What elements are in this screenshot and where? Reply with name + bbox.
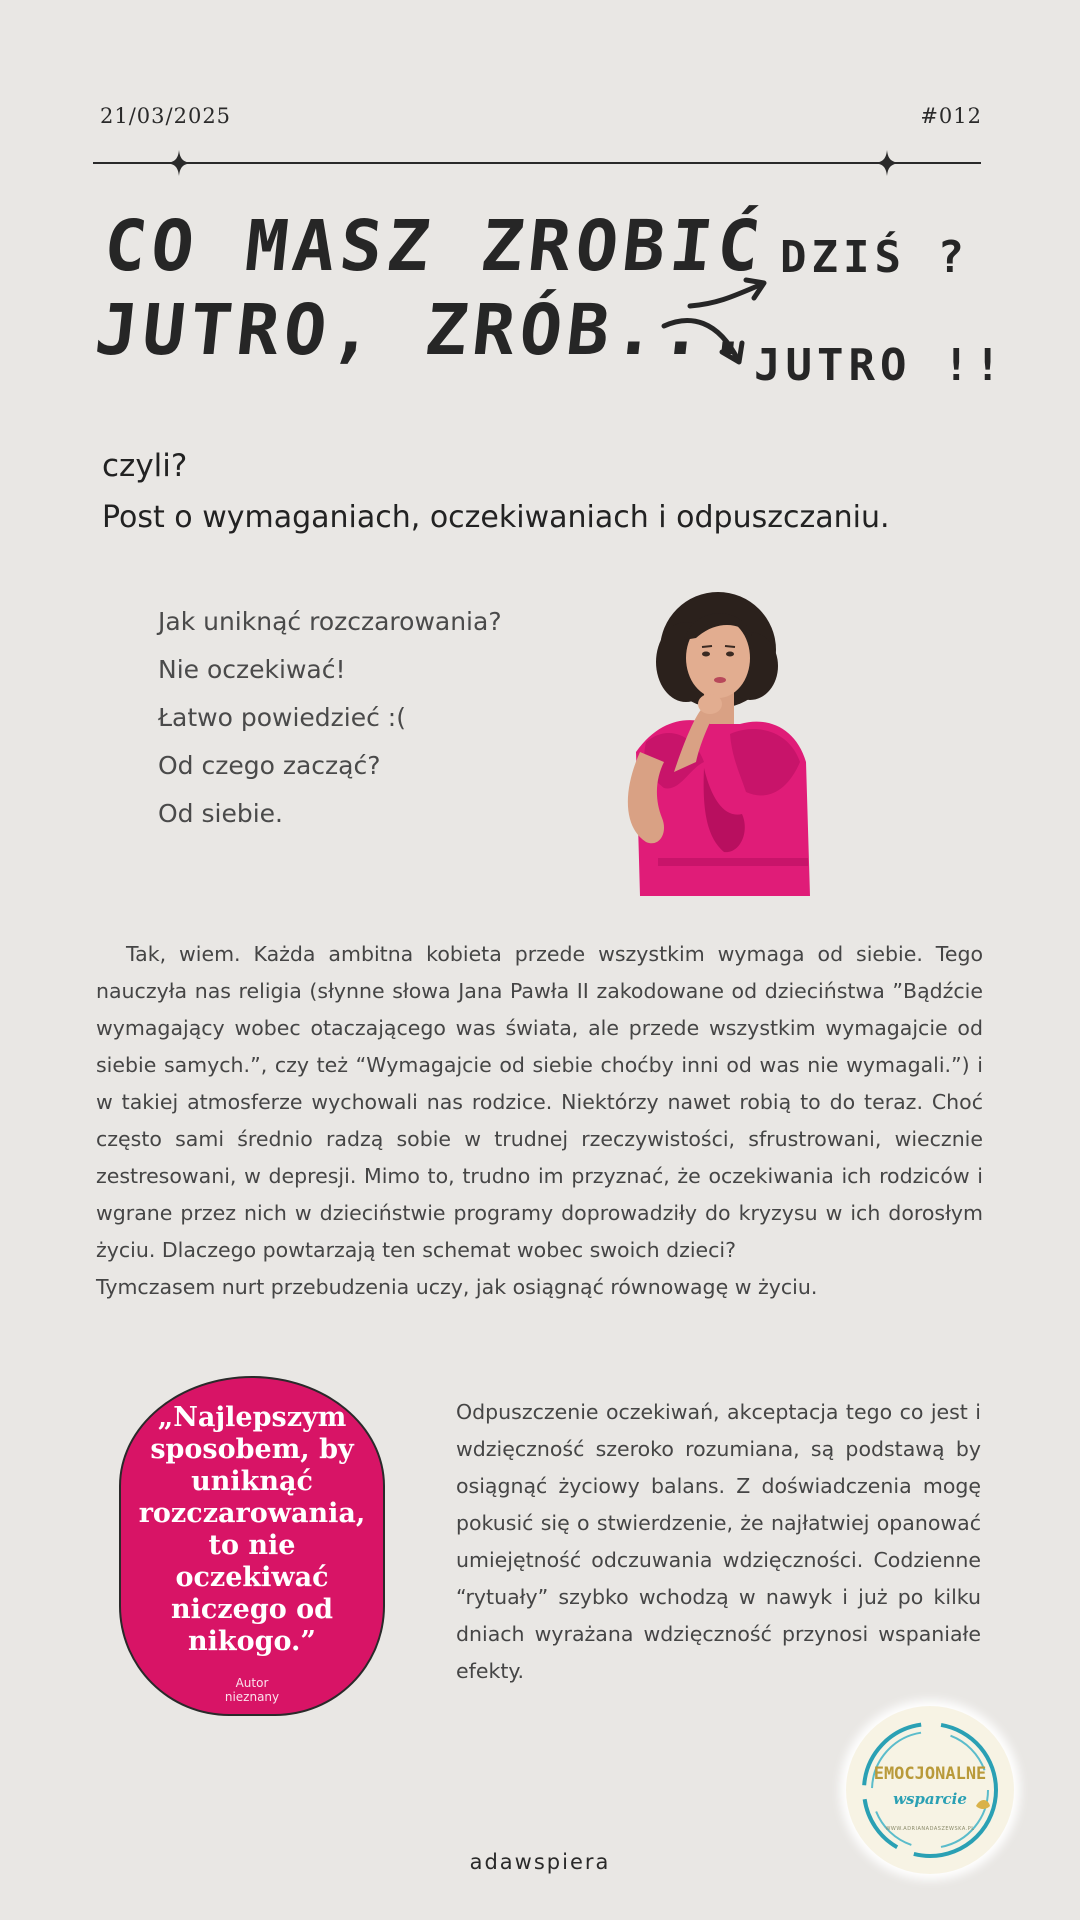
headline-line-2: JUTRO, ZRÓB... <box>91 289 760 371</box>
subtitle-question: czyli? <box>102 448 188 484</box>
quote-author <box>121 1676 383 1704</box>
headline-line-1: CO MASZ ZROBIĆ <box>100 205 769 287</box>
quote-author-line: Autor <box>235 1676 269 1690</box>
logo-url: WWW.ADRIANADASZEWSKA.PL <box>885 1826 975 1832</box>
headline <box>91 204 769 372</box>
list-item: Od czego zacząć? <box>158 751 381 780</box>
quote-text: „Najlepszym sposobem, by uniknąć rozczarowania, to nie oczekiwać niczego od nikogo.” <box>138 1402 366 1657</box>
thinking-woman-photo <box>600 592 830 896</box>
body-text <box>96 936 983 1306</box>
brand-logo <box>846 1706 1014 1874</box>
option-tomorrow: JUTRO !! <box>754 340 1006 391</box>
side-paragraph: Odpuszczenie oczekiwań, akceptacja tego co jest i wdzięczność szeroko rozumiana, są podstawą by osiągnąć życiowy balans. Z doświadczenia mogę pokusić się o stwierdzenie, że najłatwiej opanować umiejętność odczuwania wdzięczności. Codzienne “rytuały” szybko wchodzą w nawyk i już po kilku dniach wyrażana wdzięczność przynosi wspaniałe efekty. <box>456 1400 981 1683</box>
quote-author-line: nieznany <box>224 1690 280 1704</box>
header-divider <box>93 162 981 164</box>
logo-text: wsparcie <box>893 1790 967 1808</box>
post-number: #012 <box>920 104 982 128</box>
option-today: DZIŚ ? <box>780 232 969 283</box>
question-list <box>158 598 502 838</box>
subtitle-topic: Post o wymaganiach, oczekiwaniach i odpuszczaniu. <box>102 500 890 535</box>
sparkle-icon <box>874 150 900 176</box>
body-paragraph: Tak, wiem. Każda ambitna kobieta przede wszystkim wymaga od siebie. Tego nauczyła nas religia (słynne słowa Jana Pawła II zakodowane od dzieciństwa ”Bądźcie wymagający wobec otaczającego was świata, ale przede wszystkim wymagajcie od siebie samych.”, czy też “Wymagajcie od siebie choćby inni od was nie wymagali.”) i w takiej atmosferze wychowali nas rodzice. Niektórzy nawet robią to do teraz. Choć często sami średnio radzą sobie w trudnej rzeczywistości, sfrustrowani, wiecznie zestresowani, w depresji. Mimo to, trudno im przyznać, że oczekiwania ich rodziców i wgrane przez nich w dzieciństwie programy doprowadziły do kryzysu w ich dorosłym życiu. Dlaczego powtarzają ten schemat wobec swoich dzieci? <box>96 942 983 1262</box>
list-item: Jak uniknąć rozczarowania? <box>158 607 502 636</box>
list-item: Nie oczekiwać! <box>158 655 346 684</box>
sparkle-icon <box>166 150 192 176</box>
list-item: Od siebie. <box>158 799 283 828</box>
author-handle: adawspiera <box>469 1850 611 1874</box>
logo-text: EMOCJONALNE <box>873 1764 987 1784</box>
quote-card <box>119 1376 385 1716</box>
body-paragraph: Tymczasem nurt przebudzenia uczy, jak osiągnąć równowagę w życiu. <box>96 1275 818 1299</box>
list-item: Łatwo powiedzieć :( <box>158 703 406 732</box>
post-date: 21/03/2025 <box>100 104 232 128</box>
